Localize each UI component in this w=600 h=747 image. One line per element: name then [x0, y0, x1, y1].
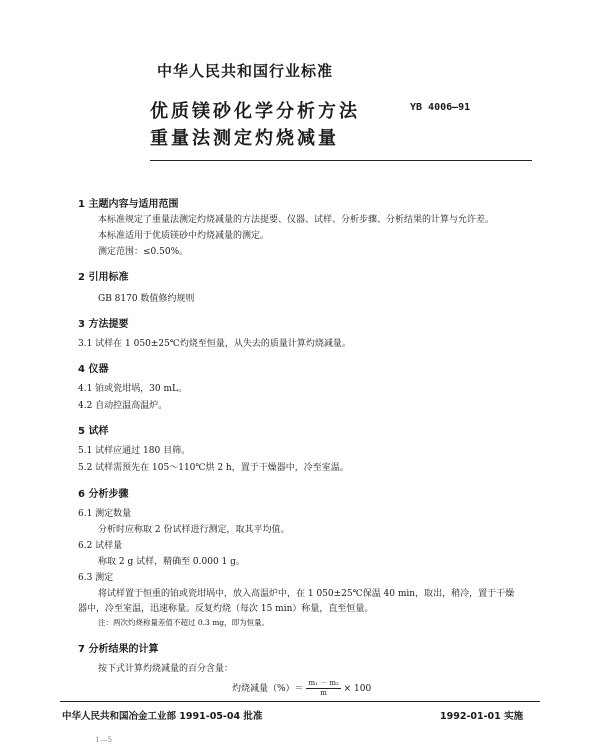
formula-fraction [306, 679, 340, 698]
standard-number: YB 4006—91 [410, 102, 471, 113]
section-1-para-2: 本标准适用于优质镁砂中灼烧减量的测定。 [98, 231, 270, 241]
clause-6-2-heading: 6.2 试样量 [78, 541, 123, 551]
section-7-text: 按下式计算灼烧减量的百分含量： [98, 664, 234, 674]
clause-6-1-text: 分析时应称取 2 份试样进行测定，取其平均值。 [98, 525, 290, 535]
clause-6-3-text-line-1: 将试样置于恒重的铂或瓷坩埚中，放入高温炉中，在 1 050±25℃保温 40 min，取出，稍冷，置于干燥 [98, 589, 515, 599]
formula-numerator: m₁ － m₂ [308, 679, 339, 687]
issuing-body: 中华人民共和国行业标准 [157, 62, 334, 80]
clause-5-2: 5.2 试样需预先在 105～110℃烘 2 h，置于干燥器中，冷至室温。 [78, 463, 349, 473]
clause-6-2-text: 称取 2 g 试样，精确至 0.000 1 g。 [98, 557, 245, 567]
section-5-heading: 5 试样 [78, 426, 109, 437]
page-mark: 1—5 [95, 735, 113, 744]
section-1-para-1: 本标准规定了重量法测定灼烧减量的方法提要、仪器、试样、分析步骤、分析结果的计算与允许差。 [98, 215, 495, 225]
section-6-heading: 6 分析步骤 [78, 489, 129, 500]
effective-date: 1992-01-01 实施 [440, 711, 524, 722]
approval-line: 中华人民共和国冶金工业部 1991-05-04 批准 [62, 711, 263, 722]
clause-3-1: 3.1 试样在 1 050±25℃灼烧至恒量，从失去的质量计算灼烧减量。 [78, 339, 351, 349]
section-2-heading: 2 引用标准 [78, 272, 129, 283]
formula-lhs: 灼烧减量（%）＝ [232, 684, 304, 694]
footer-rule [60, 701, 540, 702]
formula-rhs: × 100 [343, 684, 372, 694]
section-4-heading: 4 仪器 [78, 364, 109, 375]
clause-6-3-note: 注：两次灼烧称量差值不超过 0.3 mg，即为恒量。 [98, 618, 270, 627]
header-rule [150, 160, 532, 161]
document-title-line-1: 优质镁砂化学分析方法 [150, 101, 360, 122]
clause-6-3-heading: 6.3 测定 [78, 573, 114, 583]
section-2-reference: GB 8170 数值修约规则 [98, 294, 195, 304]
section-1-heading: 1 主题内容与适用范围 [78, 199, 179, 210]
clause-5-1: 5.1 试样应通过 180 目筛。 [78, 446, 191, 456]
section-3-heading: 3 方法提要 [78, 319, 129, 330]
section-7-heading: 7 分析结果的计算 [78, 644, 159, 655]
section-1-para-3: 测定范围：≤0.50%。 [98, 247, 189, 257]
clause-4-1: 4.1 铂或瓷坩埚，30 mL。 [78, 384, 187, 394]
clause-4-2: 4.2 自动控温高温炉。 [78, 401, 168, 411]
clause-6-1-heading: 6.1 测定数量 [78, 509, 132, 519]
clause-6-3-text-line-2: 器中，冷至室温，迅速称量。反复灼烧（每次 15 min）称量，直至恒量。 [78, 604, 374, 614]
formula [232, 679, 371, 698]
document-title-line-2: 重量法测定灼烧减量 [150, 128, 339, 149]
formula-denominator: m [320, 689, 327, 697]
